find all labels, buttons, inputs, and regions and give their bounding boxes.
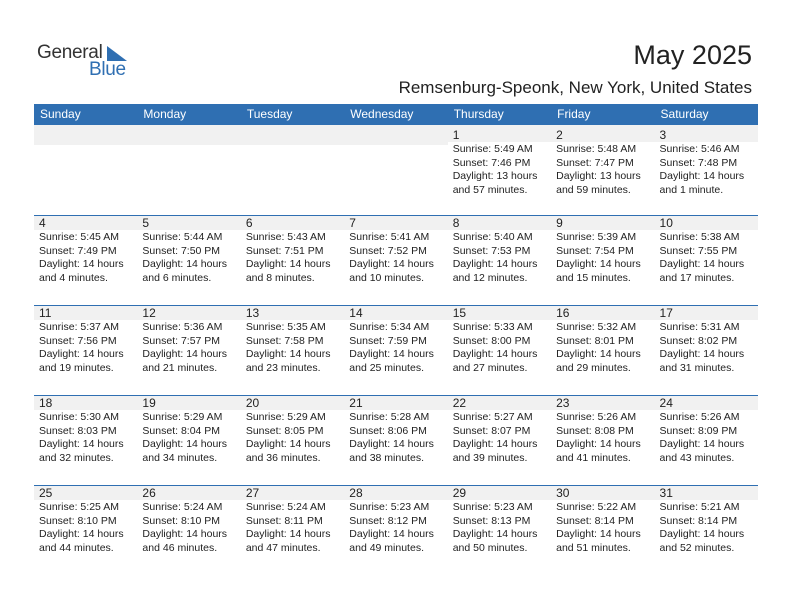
day-number: 21 xyxy=(344,396,447,410)
daylight-text: Daylight: 14 hours xyxy=(556,438,641,450)
sunrise-text: Sunrise: 5:21 AM xyxy=(659,501,740,513)
daylight-text: Daylight: 14 hours xyxy=(142,438,228,450)
day-cell xyxy=(241,306,344,395)
sunset-text: Sunset: 8:05 PM xyxy=(245,424,324,437)
daylight-text: Daylight: 14 hours xyxy=(452,438,538,450)
daylight-minutes-text: and 4 minutes. xyxy=(39,271,108,284)
day-cell xyxy=(344,216,447,305)
sunset-text: Sunset: 8:14 PM xyxy=(659,514,738,527)
weekday-sunday: Sunday xyxy=(40,107,81,121)
daylight-minutes-text: and 12 minutes. xyxy=(452,271,528,284)
daylight-minutes-text: and 29 minutes. xyxy=(556,361,631,374)
sunset-text: Sunset: 7:52 PM xyxy=(349,244,427,257)
daylight-text: Daylight: 14 hours xyxy=(452,348,538,360)
sunrise-text: Sunrise: 5:29 AM xyxy=(142,411,223,423)
week-row xyxy=(34,125,758,215)
logo xyxy=(37,42,147,82)
sunrise-text: Sunrise: 5:35 AM xyxy=(245,321,326,333)
sunrise-text: Sunrise: 5:25 AM xyxy=(39,501,119,513)
day-cell xyxy=(551,486,654,575)
day-cell xyxy=(655,396,758,485)
sunset-text: Sunset: 8:02 PM xyxy=(659,334,738,347)
daylight-text: Daylight: 14 hours xyxy=(659,528,745,540)
sunrise-text: Sunrise: 5:48 AM xyxy=(556,143,637,155)
sunset-text: Sunset: 7:51 PM xyxy=(245,244,324,257)
sunrise-text: Sunrise: 5:30 AM xyxy=(39,411,119,423)
day-number: 4 xyxy=(34,216,137,230)
logo-text-general: General xyxy=(37,42,103,63)
daylight-minutes-text: and 51 minutes. xyxy=(556,541,631,554)
day-cell xyxy=(34,396,137,485)
daylight-text: Daylight: 14 hours xyxy=(245,258,331,270)
sunset-text: Sunset: 7:59 PM xyxy=(349,334,427,347)
day-number: 20 xyxy=(241,396,344,410)
sunset-text: Sunset: 8:09 PM xyxy=(659,424,738,437)
day-number: 24 xyxy=(655,396,758,410)
daylight-minutes-text: and 46 minutes. xyxy=(142,541,218,554)
weekday-wednesday: Wednesday xyxy=(350,107,414,121)
location-subtitle: Remsenburg-Speonk, New York, United States xyxy=(398,78,752,97)
daylight-text: Daylight: 13 hours xyxy=(556,170,641,182)
daylight-text: Daylight: 13 hours xyxy=(452,170,538,182)
daylight-minutes-text: and 19 minutes. xyxy=(39,361,114,374)
day-number: 26 xyxy=(137,486,240,500)
day-number: 1 xyxy=(448,125,551,142)
empty-day-cell xyxy=(344,125,447,145)
sunset-text: Sunset: 8:01 PM xyxy=(556,334,634,347)
sunrise-text: Sunrise: 5:33 AM xyxy=(452,321,533,333)
sunset-text: Sunset: 7:46 PM xyxy=(452,156,531,169)
daylight-text: Daylight: 14 hours xyxy=(556,528,641,540)
sunrise-text: Sunrise: 5:22 AM xyxy=(556,501,637,513)
day-number: 27 xyxy=(241,486,344,500)
daylight-text: Daylight: 14 hours xyxy=(556,258,641,270)
day-cell xyxy=(448,396,551,485)
day-cell xyxy=(551,306,654,395)
daylight-minutes-text: and 49 minutes. xyxy=(349,541,424,554)
daylight-text: Daylight: 14 hours xyxy=(39,438,124,450)
daylight-minutes-text: and 50 minutes. xyxy=(452,541,528,554)
day-number: 25 xyxy=(34,486,137,500)
sunset-text: Sunset: 8:10 PM xyxy=(142,514,221,527)
daylight-minutes-text: and 57 minutes. xyxy=(452,183,528,196)
daylight-text: Daylight: 14 hours xyxy=(39,258,124,270)
day-cell xyxy=(34,486,137,575)
day-number: 17 xyxy=(655,306,758,320)
day-cell xyxy=(241,396,344,485)
day-number: 9 xyxy=(551,216,654,230)
day-number: 8 xyxy=(448,216,551,230)
sunrise-text: Sunrise: 5:26 AM xyxy=(659,411,740,423)
sunset-text: Sunset: 8:10 PM xyxy=(39,514,117,527)
sunset-text: Sunset: 7:47 PM xyxy=(556,156,634,169)
empty-day-cell xyxy=(241,125,344,145)
day-cell xyxy=(448,306,551,395)
daylight-minutes-text: and 17 minutes. xyxy=(659,271,735,284)
daylight-text: Daylight: 14 hours xyxy=(452,258,538,270)
daylight-minutes-text: and 34 minutes. xyxy=(142,451,218,464)
empty-day-cell xyxy=(137,125,240,145)
weekday-tuesday: Tuesday xyxy=(246,107,293,121)
day-cell xyxy=(137,216,240,305)
daylight-minutes-text: and 52 minutes. xyxy=(659,541,735,554)
sunset-text: Sunset: 7:56 PM xyxy=(39,334,117,347)
day-cell xyxy=(137,396,240,485)
day-cell xyxy=(655,125,758,215)
daylight-minutes-text: and 59 minutes. xyxy=(556,183,631,196)
daylight-minutes-text: and 39 minutes. xyxy=(452,451,528,464)
week-row xyxy=(34,395,758,485)
week-row xyxy=(34,215,758,305)
sunset-text: Sunset: 7:55 PM xyxy=(659,244,738,257)
sunrise-text: Sunrise: 5:37 AM xyxy=(39,321,119,333)
day-number: 28 xyxy=(344,486,447,500)
sunrise-text: Sunrise: 5:26 AM xyxy=(556,411,637,423)
daylight-text: Daylight: 14 hours xyxy=(142,348,228,360)
daylight-minutes-text: and 21 minutes. xyxy=(142,361,218,374)
day-cell xyxy=(448,486,551,575)
sunrise-text: Sunrise: 5:38 AM xyxy=(659,231,740,243)
daylight-text: Daylight: 14 hours xyxy=(142,528,228,540)
sunset-text: Sunset: 8:08 PM xyxy=(556,424,634,437)
sunrise-text: Sunrise: 5:24 AM xyxy=(245,501,326,513)
sunset-text: Sunset: 8:14 PM xyxy=(556,514,634,527)
daylight-text: Daylight: 14 hours xyxy=(245,348,331,360)
day-cell xyxy=(655,486,758,575)
daylight-minutes-text: and 32 minutes. xyxy=(39,451,114,464)
daylight-text: Daylight: 14 hours xyxy=(659,170,745,182)
sunset-text: Sunset: 8:13 PM xyxy=(452,514,531,527)
day-cell xyxy=(655,306,758,395)
sunset-text: Sunset: 7:49 PM xyxy=(39,244,117,257)
sunset-text: Sunset: 7:58 PM xyxy=(245,334,324,347)
daylight-minutes-text: and 31 minutes. xyxy=(659,361,735,374)
week-row xyxy=(34,485,758,575)
sunrise-text: Sunrise: 5:40 AM xyxy=(452,231,533,243)
daylight-minutes-text: and 1 minute. xyxy=(659,183,724,196)
daylight-text: Daylight: 14 hours xyxy=(349,528,434,540)
day-number: 11 xyxy=(34,306,137,320)
daylight-minutes-text: and 27 minutes. xyxy=(452,361,528,374)
weekday-thursday: Thursday xyxy=(453,107,504,121)
sunset-text: Sunset: 7:50 PM xyxy=(142,244,221,257)
sunrise-text: Sunrise: 5:49 AM xyxy=(452,143,533,155)
sunrise-text: Sunrise: 5:28 AM xyxy=(349,411,430,423)
daylight-minutes-text: and 8 minutes. xyxy=(245,271,315,284)
daylight-minutes-text: and 44 minutes. xyxy=(39,541,114,554)
daylight-text: Daylight: 14 hours xyxy=(39,348,124,360)
daylight-minutes-text: and 36 minutes. xyxy=(245,451,321,464)
daylight-text: Daylight: 14 hours xyxy=(659,258,745,270)
daylight-text: Daylight: 14 hours xyxy=(245,438,331,450)
sunrise-text: Sunrise: 5:44 AM xyxy=(142,231,223,243)
day-cell xyxy=(551,125,654,215)
day-number: 6 xyxy=(241,216,344,230)
daylight-text: Daylight: 14 hours xyxy=(349,258,434,270)
sunset-text: Sunset: 8:04 PM xyxy=(142,424,221,437)
daylight-text: Daylight: 14 hours xyxy=(245,528,331,540)
day-number: 5 xyxy=(137,216,240,230)
day-number: 3 xyxy=(655,125,758,142)
sunrise-text: Sunrise: 5:23 AM xyxy=(452,501,533,513)
day-cell xyxy=(655,216,758,305)
sunrise-text: Sunrise: 5:31 AM xyxy=(659,321,740,333)
empty-day-cell xyxy=(34,125,137,145)
daylight-text: Daylight: 14 hours xyxy=(39,528,124,540)
day-cell xyxy=(448,125,551,215)
day-number: 10 xyxy=(655,216,758,230)
sunrise-text: Sunrise: 5:45 AM xyxy=(39,231,119,243)
daylight-minutes-text: and 6 minutes. xyxy=(142,271,212,284)
weekday-friday: Friday xyxy=(557,107,591,121)
daylight-text: Daylight: 14 hours xyxy=(556,348,641,360)
day-cell xyxy=(344,306,447,395)
page-title: May 2025 xyxy=(633,40,752,70)
daylight-minutes-text: and 25 minutes. xyxy=(349,361,424,374)
daylight-text: Daylight: 14 hours xyxy=(659,438,745,450)
sunrise-text: Sunrise: 5:34 AM xyxy=(349,321,430,333)
daylight-minutes-text: and 23 minutes. xyxy=(245,361,321,374)
sunset-text: Sunset: 8:11 PM xyxy=(245,514,323,527)
day-cell xyxy=(344,486,447,575)
sunrise-text: Sunrise: 5:46 AM xyxy=(659,143,740,155)
day-cell xyxy=(241,216,344,305)
day-cell xyxy=(241,486,344,575)
daylight-minutes-text: and 38 minutes. xyxy=(349,451,424,464)
weekday-saturday: Saturday xyxy=(660,107,709,121)
daylight-minutes-text: and 43 minutes. xyxy=(659,451,735,464)
sunset-text: Sunset: 7:53 PM xyxy=(452,244,531,257)
sunset-text: Sunset: 8:00 PM xyxy=(452,334,531,347)
logo-text-blue: Blue xyxy=(89,59,126,80)
day-number: 14 xyxy=(344,306,447,320)
day-number: 23 xyxy=(551,396,654,410)
sunrise-text: Sunrise: 5:29 AM xyxy=(245,411,326,423)
day-number: 15 xyxy=(448,306,551,320)
sunset-text: Sunset: 7:57 PM xyxy=(142,334,221,347)
day-cell xyxy=(448,216,551,305)
day-number: 30 xyxy=(551,486,654,500)
daylight-text: Daylight: 14 hours xyxy=(142,258,228,270)
sunset-text: Sunset: 8:12 PM xyxy=(349,514,427,527)
day-number: 18 xyxy=(34,396,137,410)
day-number: 13 xyxy=(241,306,344,320)
daylight-text: Daylight: 14 hours xyxy=(349,438,434,450)
day-number: 19 xyxy=(137,396,240,410)
sunset-text: Sunset: 8:03 PM xyxy=(39,424,117,437)
day-cell xyxy=(137,486,240,575)
sunrise-text: Sunrise: 5:36 AM xyxy=(142,321,223,333)
day-number: 7 xyxy=(344,216,447,230)
day-number: 12 xyxy=(137,306,240,320)
day-cell xyxy=(551,396,654,485)
calendar-weeks xyxy=(34,125,758,575)
day-number: 16 xyxy=(551,306,654,320)
sunrise-text: Sunrise: 5:27 AM xyxy=(452,411,533,423)
sunrise-text: Sunrise: 5:23 AM xyxy=(349,501,430,513)
sunrise-text: Sunrise: 5:43 AM xyxy=(245,231,326,243)
sunrise-text: Sunrise: 5:32 AM xyxy=(556,321,637,333)
day-cell xyxy=(344,396,447,485)
daylight-text: Daylight: 14 hours xyxy=(659,348,745,360)
daylight-minutes-text: and 47 minutes. xyxy=(245,541,321,554)
day-cell xyxy=(34,306,137,395)
sunset-text: Sunset: 8:06 PM xyxy=(349,424,427,437)
day-number: 2 xyxy=(551,125,654,142)
day-number: 22 xyxy=(448,396,551,410)
day-number: 31 xyxy=(655,486,758,500)
daylight-minutes-text: and 10 minutes. xyxy=(349,271,424,284)
weekday-header xyxy=(34,104,758,125)
sunset-text: Sunset: 8:07 PM xyxy=(452,424,531,437)
week-row xyxy=(34,305,758,395)
daylight-minutes-text: and 15 minutes. xyxy=(556,271,631,284)
sunset-text: Sunset: 7:48 PM xyxy=(659,156,738,169)
sunrise-text: Sunrise: 5:39 AM xyxy=(556,231,637,243)
day-cell xyxy=(551,216,654,305)
sunset-text: Sunset: 7:54 PM xyxy=(556,244,634,257)
sunrise-text: Sunrise: 5:24 AM xyxy=(142,501,223,513)
sunrise-text: Sunrise: 5:41 AM xyxy=(349,231,430,243)
daylight-text: Daylight: 14 hours xyxy=(452,528,538,540)
weekday-monday: Monday xyxy=(143,107,187,121)
calendar-grid xyxy=(34,104,758,575)
day-number: 29 xyxy=(448,486,551,500)
daylight-text: Daylight: 14 hours xyxy=(349,348,434,360)
daylight-minutes-text: and 41 minutes. xyxy=(556,451,631,464)
day-cell xyxy=(34,216,137,305)
day-cell xyxy=(137,306,240,395)
